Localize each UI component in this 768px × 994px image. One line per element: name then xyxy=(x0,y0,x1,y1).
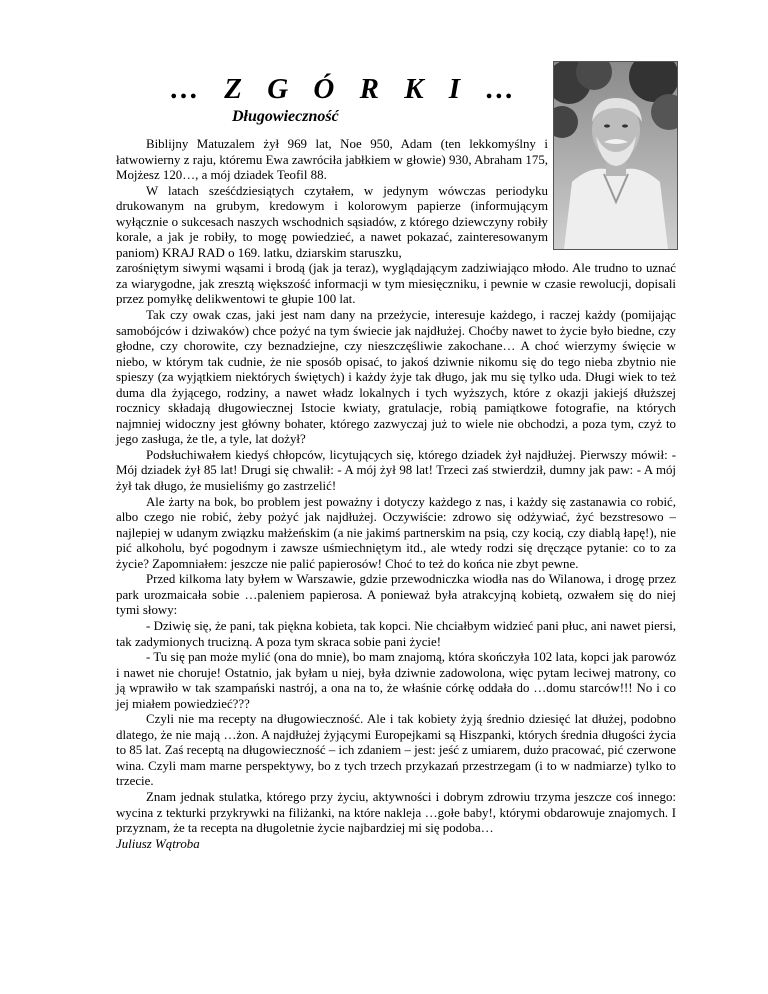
article-body xyxy=(116,137,676,852)
paragraph-4: Podsłuchiwałem kiedyś chłopców, licytujących się, którego dziadek żył najdłużej. Pierwszy mówił: - Mój dziadek żył 85 lat! Drugi się chwalił: - A mój żył 98 lat! Trzeci zaś stwierdził, dumny jak paw: - A mój żył tak długo, że musieliśmy go zastrzelić! xyxy=(116,447,676,494)
paragraph-9: Czyli nie ma recepty na długowieczność. Ale i tak kobiety żyją średnio dziesięć lat dłużej, podobno dlatego, że nie mają …żon. A najdłużej żyjącymi Europejkami są Hiszpanki, których średnia długości życia to 85 lat. Zaś receptą na długowieczność – ich zdaniem – jest: jeść z umiarem, dużo pracować, pić czerwone wina. Czyli mam marne perspektywy, bo z tych trzech przykazań przestrzegam (i to w nadmiarze) tylko to trzecie. xyxy=(116,712,676,789)
paragraph-2b: zarośniętym siwymi wąsami i brodą (jak ja teraz), wyglądającym zadziwiająco młodo. Ale trudno to uznać za wiarygodne, jak zresztą większość informacji w tym miesięczniku, i pewnie w czasie rewolucji, dopisali przez pomyłkę delikwentowi te głupie 100 lat. xyxy=(116,261,676,307)
paragraph-3: Tak czy owak czas, jaki jest nam dany na przeżycie, interesuje każdego, i raczej każdy (pomijając samobójców i dziwaków) chce pożyć na tym świecie jak najdłużej. Choćby nawet to życie było biedne, czy głodne, czy chorowite, czy beznadziejne, czy nieszczęśliwie zakochane… A choć wierzymy święcie w niebo, w którym tak cudnie, że nie sposób opisać, to jakoś dziwnie nikomu się do tego nieba zbytnio nie spieszy (za wyjątkiem niektórych świętych) i każdy żyje tak długo, jak mu się tylko uda. Długi wiek to też duma dla żyjącego, rodziny, a nawet władz lokalnych i tych wyższych, które z okazji jakiejś dłuższej rocznicy składają długowiecznej Istocie kwiaty, gratulacje, robią pamiątkowe fotografie, na których najmniej widoczny jest główny bohater, którego zazwyczaj już to wiele nie obchodzi, a poza tym, czyż to jego zasługa, że tle, a tyle, lat dożył? xyxy=(116,308,676,447)
paragraph-7: - Dziwię się, że pani, tak piękna kobieta, tak kopci. Nie chciałbym widzieć pani płuc, ani nawet piersi, tak zadymionych trucizną. A poza tym skraca sobie pani życie! xyxy=(116,618,676,649)
paragraph-5: Ale żarty na bok, bo problem jest poważny i dotyczy każdego z nas, i każdy się zastanawia co robić, albo czego nie robić, żeby pożyć jak najdłużej. Oczywiście: zdrowo się odżywiać, żyć bezstresowo – najlepiej w udanym związku małżeńskim (a nie jakimś partnerskim na psią, czy kocią, czy diablą łapę!), nie pić alkoholu, być pogodnym i zawsze uśmiechniętym itd., ale wtedy rodzi się dręczące pytanie: co to za życie? Zapomniałem: jeszcze nie palić papierosów! Choć to też do końca nie zbyt pewne. xyxy=(116,494,676,571)
paragraph-8: - Tu się pan może mylić (ona do mnie), bo mam znajomą, która skończyła 102 lata, kopci jak parowóz i nawet nie choruje! Ostatnio, jak byłam u niej, była dziwnie zadowolona, więc pytam leciwej matrony, co ją wprawiło w tak szampański nastrój, a ona na to, że właśnie córkę oddała do …domu starców!!! No i co jej miałem powiedzieć??? xyxy=(116,650,676,711)
article-title: Długowieczność xyxy=(232,108,339,125)
author-signature: Juliusz Wątroba xyxy=(116,836,200,851)
paragraph-1: Biblijny Matuzalem żył 969 lat, Noe 950, Adam (ten lekkomyślny i łatwowierny z raju, któremu Ewa zawróciła jabłkiem w głowie) 930, Abraham 175, Mojżesz 120…, a mój dziadek Teofil 88. xyxy=(116,137,548,183)
masthead-title: … Z G Ó R K I … xyxy=(170,73,524,105)
paragraph-2a: W latach sześćdziesiątych czytałem, w jedynym wówczas periodyku drukowanym na grubym, kredowym i kolorowym papierze (informującym wyłącznie o sukcesach naszych wschodnich sąsiadów, z którego dziewczyny robiły korale, a jak je robiły, to mogę powiedzieć, a nawet pokazać, zainteresowanym paniom) KRAJ RAD o 169. latku, dziarskim staruszku, xyxy=(116,183,548,260)
paragraph-6: Przed kilkoma laty byłem w Warszawie, gdzie przewodniczka wiodła nas do Wilanowa, i drogę przez park urozmaicała sobie …paleniem papierosa. A ponieważ była atrakcyjną kobietą, ozwałem się do niej tymi słowy: xyxy=(116,572,676,618)
paragraph-10: Znam jednak stulatka, którego przy życiu, aktywności i dobrym zdrowiu trzyma jeszcze coś innego: wycina z tekturki przykrywki na filiżanki, na które nakleja …gołe baby!, którymi obdarowuje znajomych. I przyznam, że ta recepta na długoletnie życie najbardziej mi się podoba… xyxy=(116,789,676,836)
